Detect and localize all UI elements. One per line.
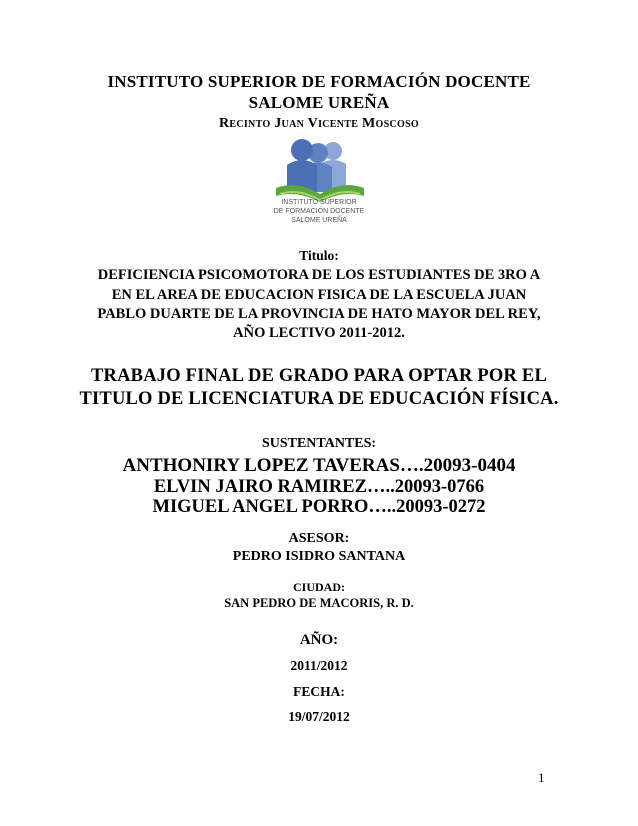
- city-value: SAN PEDRO DE MACORIS, R. D.: [224, 596, 414, 610]
- advisor-label: ASESOR:: [288, 531, 350, 546]
- campus-name: Recinto Juan Vicente Moscoso: [218, 116, 420, 131]
- presenters-label: SUSTENTANTES:: [261, 436, 377, 451]
- date-label: FECHA:: [293, 684, 345, 699]
- logo-figure-head: [291, 139, 313, 161]
- date-value: 19/07/2012: [288, 709, 350, 724]
- thesis-title-line2: EN EL AREA DE EDUCACION FISICA DE LA ESCUELA JUAN: [111, 287, 527, 303]
- presenter-name: MIGUEL ANGEL PORRO…..20093-0272: [152, 497, 486, 517]
- presenter-name: ANTHONIRY LOPEZ TAVERAS….20093-0404: [122, 455, 516, 476]
- advisor-name: PEDRO ISIDRO SANTANA: [232, 549, 406, 564]
- institution-name-line1: INSTITUTO SUPERIOR DE FORMACIÓN DOCENTE: [107, 72, 531, 91]
- thesis-title-line1: DEFICIENCIA PSICOMOTORA DE LOS ESTUDIANTES DE 3RO A: [97, 267, 541, 283]
- year-label: AÑO:: [299, 632, 339, 648]
- page-number: 1: [538, 770, 545, 785]
- institution-name-line2: SALOME UREÑA: [248, 93, 390, 112]
- logo-text-line1: INSTITUTO SUPERIOR: [281, 199, 357, 206]
- year-value: 2011/2012: [290, 658, 348, 673]
- degree-statement-line1: TRABAJO FINAL DE GRADO PARA OPTAR POR EL: [91, 366, 547, 386]
- logo-text-line2: DE FORMACIÓN DOCENTE: [273, 208, 365, 215]
- title-label: Titulo:: [299, 248, 339, 263]
- city-label: CIUDAD:: [293, 580, 345, 594]
- thesis-title-line4: AÑO LECTIVO 2011-2012.: [233, 325, 405, 341]
- degree-statement-line2: TITULO DE LICENCIATURA DE EDUCACIÓN FÍSICA.: [79, 389, 559, 409]
- presenter-name: ELVIN JAIRO RAMIREZ…..20093-0766: [153, 477, 485, 497]
- thesis-title-line3: PABLO DUARTE DE LA PROVINCIA DE HATO MAYOR DEL REY,: [97, 306, 541, 322]
- logo-text-line3: SALOME UREÑA: [291, 217, 347, 224]
